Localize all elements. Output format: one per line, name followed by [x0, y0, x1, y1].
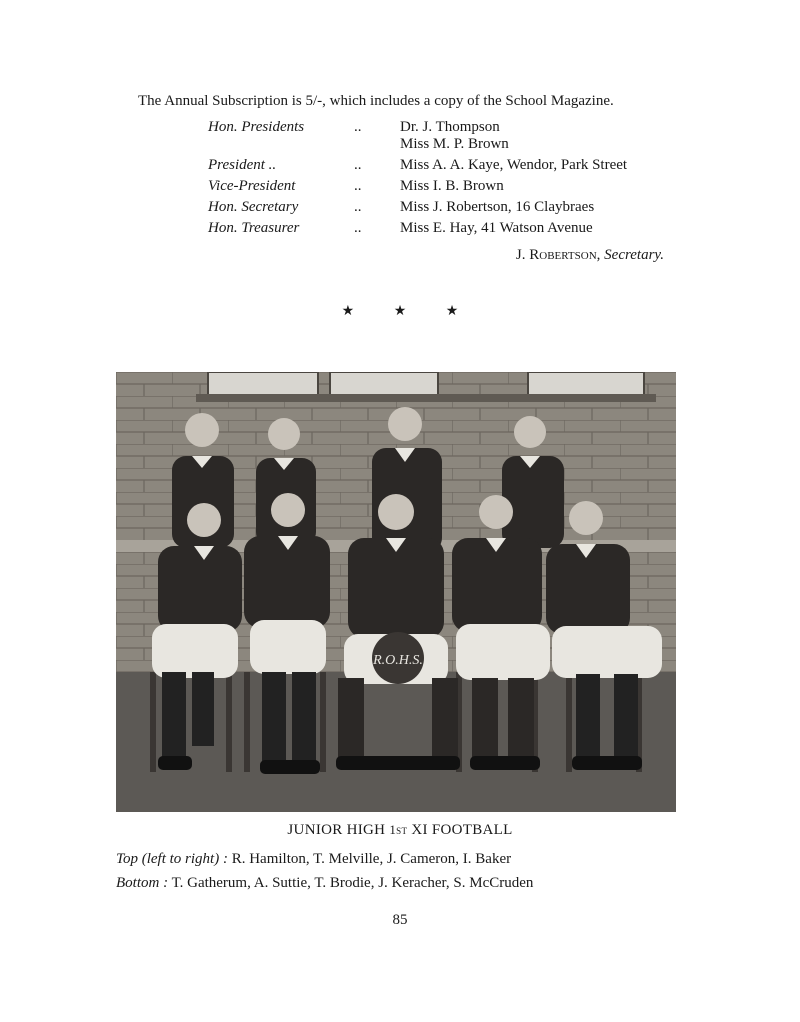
- office-holder: Miss E. Hay, 41 Watson Avenue: [400, 220, 593, 236]
- ball-lettering: R.O.H.S.: [373, 653, 423, 668]
- leader-dots: ..: [354, 119, 362, 135]
- office-role: Vice-President: [208, 178, 296, 194]
- office-role: Hon. Treasurer: [208, 220, 300, 236]
- leader-dots: ..: [354, 220, 362, 236]
- caption-title-text: XI FOOTBALL: [411, 822, 513, 838]
- office-role: President ..: [208, 157, 277, 173]
- page-number: 85: [392, 912, 408, 928]
- office-holder: Miss J. Robertson, 16 Claybraes: [400, 199, 595, 215]
- bottom-row-list: T. Gatherum, A. Suttie, T. Brodie, J. Keracher, S. McCruden: [171, 875, 534, 891]
- leader-dots: ..: [354, 157, 362, 173]
- team-photograph: [116, 372, 676, 812]
- leader-dots: ..: [354, 199, 362, 215]
- signature-title: Secretary.: [604, 247, 664, 263]
- caption-title-text: JUNIOR HIGH: [287, 822, 386, 838]
- signature-name: J. Robertson,: [515, 247, 601, 263]
- top-row-list: R. Hamilton, T. Melville, J. Cameron, I. Baker: [231, 851, 512, 867]
- office-holder: Miss I. B. Brown: [400, 178, 504, 194]
- bottom-row-names: [116, 875, 533, 892]
- star-icon: ★: [341, 304, 355, 319]
- office-holder: Dr. J. Thompson: [400, 119, 500, 135]
- section-separator: [0, 303, 800, 320]
- star-icon: ★: [393, 304, 407, 319]
- secretary-signature: [516, 247, 664, 264]
- office-holder: Miss M. P. Brown: [400, 136, 509, 152]
- top-row-label: Top (left to right) :: [116, 851, 228, 867]
- caption-title-ordinal: 1st: [389, 822, 408, 837]
- team-photo-image: [116, 372, 676, 812]
- office-role: Hon. Secretary: [208, 199, 299, 215]
- subscription-notice: The Annual Subscription is 5/-, which includes a copy of the School Magazine.: [138, 93, 614, 109]
- leader-dots: ..: [354, 178, 362, 194]
- photo-caption-title: [0, 822, 800, 839]
- office-role: Hon. Presidents: [208, 119, 305, 135]
- bottom-row-label: Bottom :: [116, 875, 169, 891]
- star-icon: ★: [445, 304, 459, 319]
- office-holder: Miss A. A. Kaye, Wendor, Park Street: [400, 157, 628, 173]
- top-row-names: [116, 851, 511, 868]
